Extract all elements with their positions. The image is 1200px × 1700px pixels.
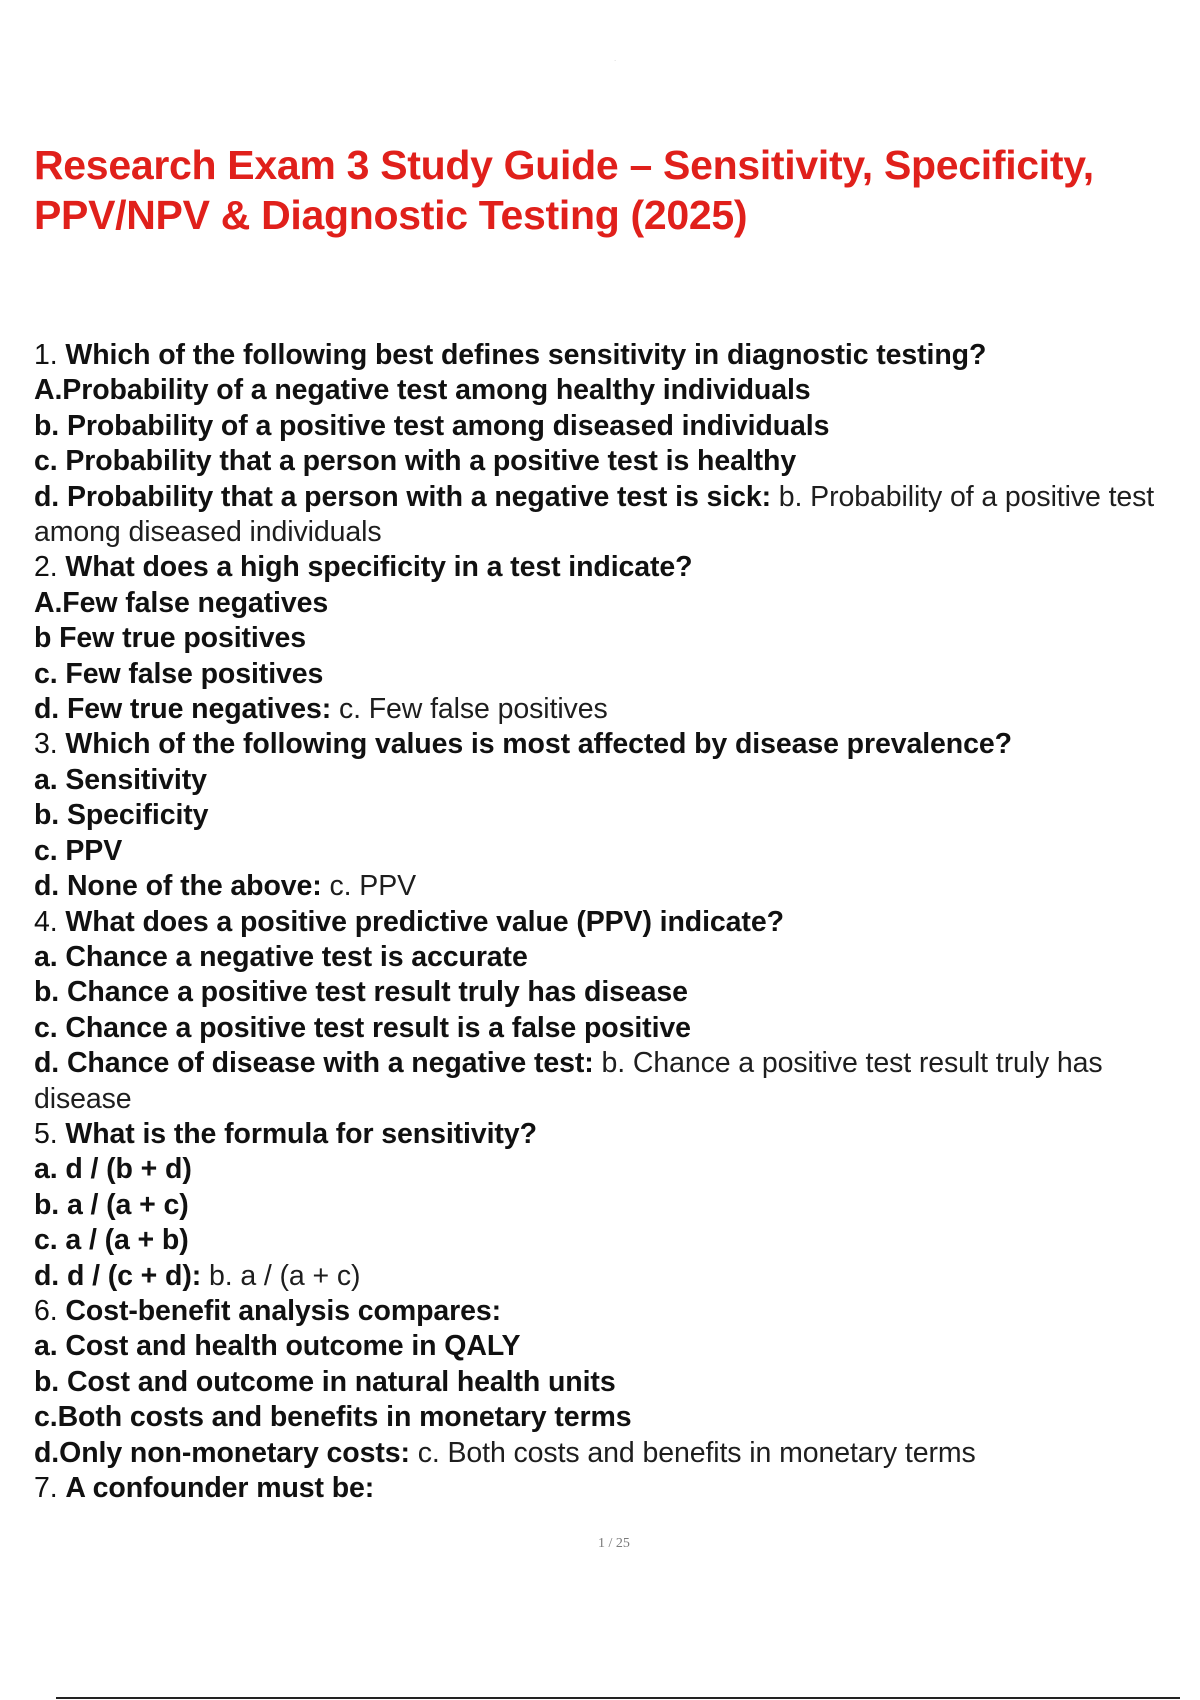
option-text: b. a / (a + c) [34,1188,189,1221]
question-number: 7. [34,1472,58,1504]
answer-option-with-key [34,869,1199,904]
answer-option [34,657,1199,692]
answer-option [34,834,1199,869]
question-line [34,1117,1199,1152]
question-line [34,550,1199,585]
bottom-divider [56,1697,1180,1699]
option-text: c. Chance a positive test result is a false positive [34,1011,691,1044]
question-number: 3. [34,728,58,761]
option-text: d. None of the above: [34,870,322,903]
answer-option [34,975,1199,1010]
option-text: A.Few false negatives [34,586,329,619]
answer-key: b. Chance a positive test result truly has disease [34,1047,1103,1115]
title-line-1: Research Exam 3 Study Guide – Sensitivity, Specificity, [34,142,1094,188]
question-number: 1. [34,339,58,371]
option-text: b. Specificity [34,799,209,832]
option-text: c. Probability that a person with a positive test is healthy [34,445,797,478]
option-text: b Few true positives [34,622,306,655]
question-line [34,1471,1199,1506]
answer-option-with-key [34,1046,1199,1117]
answer-option [34,763,1199,798]
question-list [34,338,1199,1506]
answer-option [34,373,1199,408]
answer-option-with-key [34,480,1199,551]
question-line [34,905,1199,940]
option-text: c. a / (a + b) [34,1224,189,1257]
answer-option-with-key [34,1436,1199,1471]
option-text: a. d / (b + d) [34,1153,192,1186]
question-line [34,1294,1199,1329]
option-text: d. Probability that a person with a negative test is sick: [34,480,771,513]
question-text: What does a high specificity in a test indicate? [65,551,693,584]
question-number: 5. [34,1117,58,1150]
question-text: Cost-benefit analysis compares: [65,1294,502,1327]
answer-option [34,409,1199,444]
option-text: d. Few true negatives: [34,693,332,726]
answer-option [34,1329,1199,1364]
option-text: d.Only non-monetary costs: [34,1436,410,1469]
answer-key: c. Both costs and benefits in monetary terms [417,1436,976,1469]
question-text: Which of the following best defines sensitivity in diagnostic testing? [65,339,987,371]
answer-key: c. PPV [329,870,417,903]
question-text: A confounder must be: [65,1472,375,1504]
answer-option [34,586,1199,621]
question-text: What is the formula for sensitivity? [65,1117,537,1150]
answer-option [34,1400,1199,1435]
question-text: What does a positive predictive value (PPV) indicate? [65,905,784,938]
option-text: d. Chance of disease with a negative test: [34,1047,594,1080]
answer-option-with-key [34,692,1199,727]
option-text: c. Few false positives [34,657,324,690]
answer-option [34,1152,1199,1187]
option-text: A.Probability of a negative test among healthy individuals [34,374,811,407]
question-number: 6. [34,1294,58,1327]
option-text: b. Probability of a positive test among diseased individuals [34,409,830,442]
title-line-2: PPV/NPV & Diagnostic Testing (2025) [34,192,748,238]
page-number: 1 / 25 [598,1536,630,1551]
answer-option [34,1365,1199,1400]
option-text: c.Both costs and benefits in monetary terms [34,1401,632,1434]
option-text: a. Chance a negative test is accurate [34,940,528,973]
option-text: b. Chance a positive test result truly has disease [34,976,688,1009]
answer-option [34,444,1199,479]
question-line [34,338,1199,373]
option-text: a. Sensitivity [34,763,207,796]
answer-option [34,1011,1199,1046]
question-number: 4. [34,905,58,938]
answer-option [34,621,1199,656]
answer-key: b. Probability of a positive test among diseased individuals [34,480,1155,549]
answer-option [34,1223,1199,1258]
answer-option-with-key [34,1259,1199,1294]
question-line [34,727,1199,762]
answer-option [34,940,1199,975]
question-number: 2. [34,551,58,584]
option-text: b. Cost and outcome in natural health units [34,1365,616,1398]
option-text: d. d / (c + d): [34,1259,202,1292]
answer-option [34,1188,1199,1223]
document-title [34,140,1194,240]
answer-key: c. Few false positives [338,693,608,726]
question-text: Which of the following values is most affected by disease prevalence? [65,728,1012,761]
answer-option [34,798,1199,833]
answer-key: b. a / (a + c) [208,1259,361,1292]
top-mark: . [614,54,617,63]
option-text: c. PPV [34,834,123,867]
option-text: a. Cost and health outcome in QALY [34,1330,521,1363]
